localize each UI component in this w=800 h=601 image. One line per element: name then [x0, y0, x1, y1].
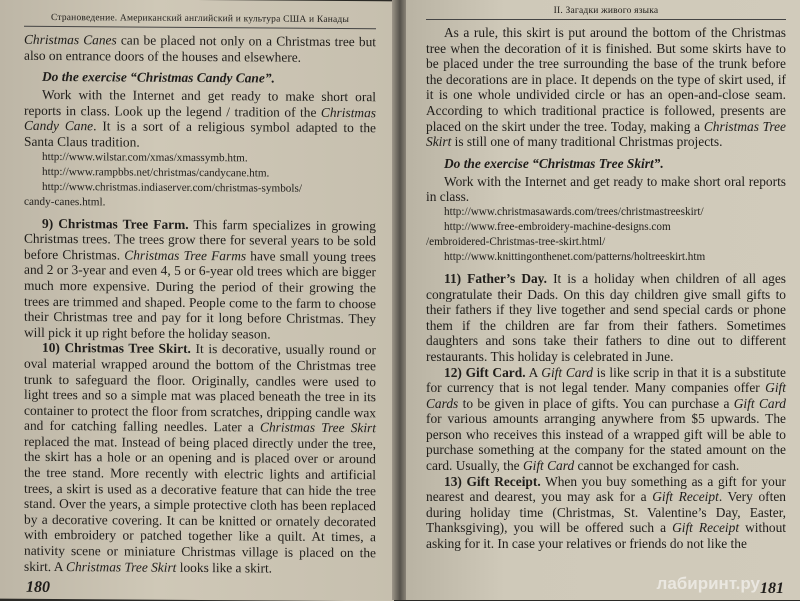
watermark-logo: лабиринт.ру: [656, 574, 760, 593]
exercise-tree-skirt-heading: Do the exercise “Christmas Tree Skirt”.: [444, 155, 664, 171]
running-head-left: Страноведение. Американский английский и культура США и Канады: [24, 13, 376, 29]
page-number-right: 181: [760, 580, 784, 597]
paragraph-skirt-placement: As a rule, this skirt is put around the bottom of the Christmas tree when the decoration of it is finished. But some skirts have to be placed under the tree surrounding the base of the trunk before the decorations are in place. It depends on the type of skirt used, if it is one whole undivided circle or has an open-and-close seam. According to which traditional practice is followed, presents are placed on the skirt under the tree. Today, making a Christmas Tree Skirt is still one of many traditional Christmas projects.: [426, 25, 786, 150]
section-gift-receipt: 13) Gift Receipt. When you buy something as a gift for your nearest and dearest, you may ask for a Gift Receipt. Very often during holiday time (Christmas, St. Valentine’s Day, Easter, Thanksgiving), you will be offered such a Gift Receipt without asking for it. In case your relatives or friends do not like the: [426, 473, 787, 552]
url-wilstar: http://www.wilstar.com/xmas/xmassymb.htm.: [42, 150, 248, 164]
url-knitting: http://www.knittingonthenet.com/patterns/holtreeskirt.htm: [444, 250, 706, 263]
url-indiaserver-cont: candy-canes.html.: [24, 195, 106, 208]
section-christmas-tree-skirt: 10) Christmas Tree Skirt. It is decorative, usually round or oval material wrapped around the bottom of the Christmas tree trunk to safeguard the floor. Originally, candles were used to light trees and so a simple mat was placed beneath the tree in its container to protect the floor from scratches, dripping candle wax and for catching falling needles. Later a Christmas Tree Skirt replaced the mat. Instead of being placed directly under the tree, the skirt has a hole or an opening and is placed over or around the tree stand. More recently with electric lights and artificial trees, a skirt is used as a decorative feature that can hide the tree stand. Over the years, a simple protective cloth has been replaced by a decorative covering. It can be knitted or ornately decorated with embroidery or patched together like a quilt. At times, a nativity scene or miniature Christmas village is placed on the skirt. A Christmas Tree Skirt looks like a skirt.: [24, 340, 376, 576]
left-page: [0, 0, 394, 601]
exercise-candy-cane-heading: Do the exercise “Christmas Candy Cane”.: [42, 69, 275, 86]
exercise-tree-skirt-text: Work with the Internet and get ready to make short oral reports in class.: [426, 173, 786, 205]
url-christmasawards: http://www.christmasawards.com/trees/christmastreeskirt/: [444, 205, 704, 218]
paragraph-intro: Christmas Canes can be placed not only on a Christmas tree but also on entrance doors of the houses and elsewhere.: [24, 31, 376, 65]
page-number-left: 180: [26, 578, 50, 596]
right-page: [406, 0, 800, 600]
url-embroidery-cont: /embroidered-Christmas-tree-skirt.html/: [426, 235, 606, 248]
section-christmas-tree-farm: 9) Christmas Tree Farm. This farm specializes in growing Christmas trees. The trees grow there for several years to be sold before Christmas. Christmas Tree Farms have small young trees and 2 or 3-year and even 4, 5 or 6-year old trees which are bigger much more expensive. During the period of their growing the trees are trimmed and shaped. People come to the farm to choose their Christmas tree and pay for it long before Christmas. They will pick it up right before the holiday season.: [24, 215, 376, 342]
url-rampbbs: http://www.rampbbs.net/christmas/candycane.htm.: [42, 165, 270, 180]
url-indiaserver: http://www.christmas.indiaserver.com/christmas-symbols/: [42, 180, 302, 195]
url-embroidery: http://www.free-embroidery-machine-designs.com: [444, 220, 671, 233]
section-gift-card: 12) Gift Card. A Gift Card is like scrip in that it is a substitute for currency that is not legal tender. Many companies offer Gift Cards to be given in place of gifts. You can purchase a Gift Card for various amounts arranging anywhere from $5 upwards. The person who receives this instead of a wrapped gift will be able to purchase something at the company for the stated amount on the card. Usually, the Gift Card cannot be exchanged for cash.: [426, 364, 786, 474]
running-head-right: II. Загадки живого языка: [426, 6, 786, 20]
exercise-candy-cane-text: Work with the Internet and get ready to make short oral reports in class. Look up the legend / tradition of the Christmas Candy Cane. It is a sort of a religious symbol adapted to the Santa Claus tradition.: [24, 87, 376, 150]
section-fathers-day: 11) Father’s Day. It is a holiday when children of all ages congratulate their Dads. On this day children give small gifts to their fathers if they live together and send special cards or phone them if the children are far from their fathers. Sometimes daughters and sons take their fathers to dine out to different restaurants. This holiday is celebrated in June.: [426, 270, 787, 364]
